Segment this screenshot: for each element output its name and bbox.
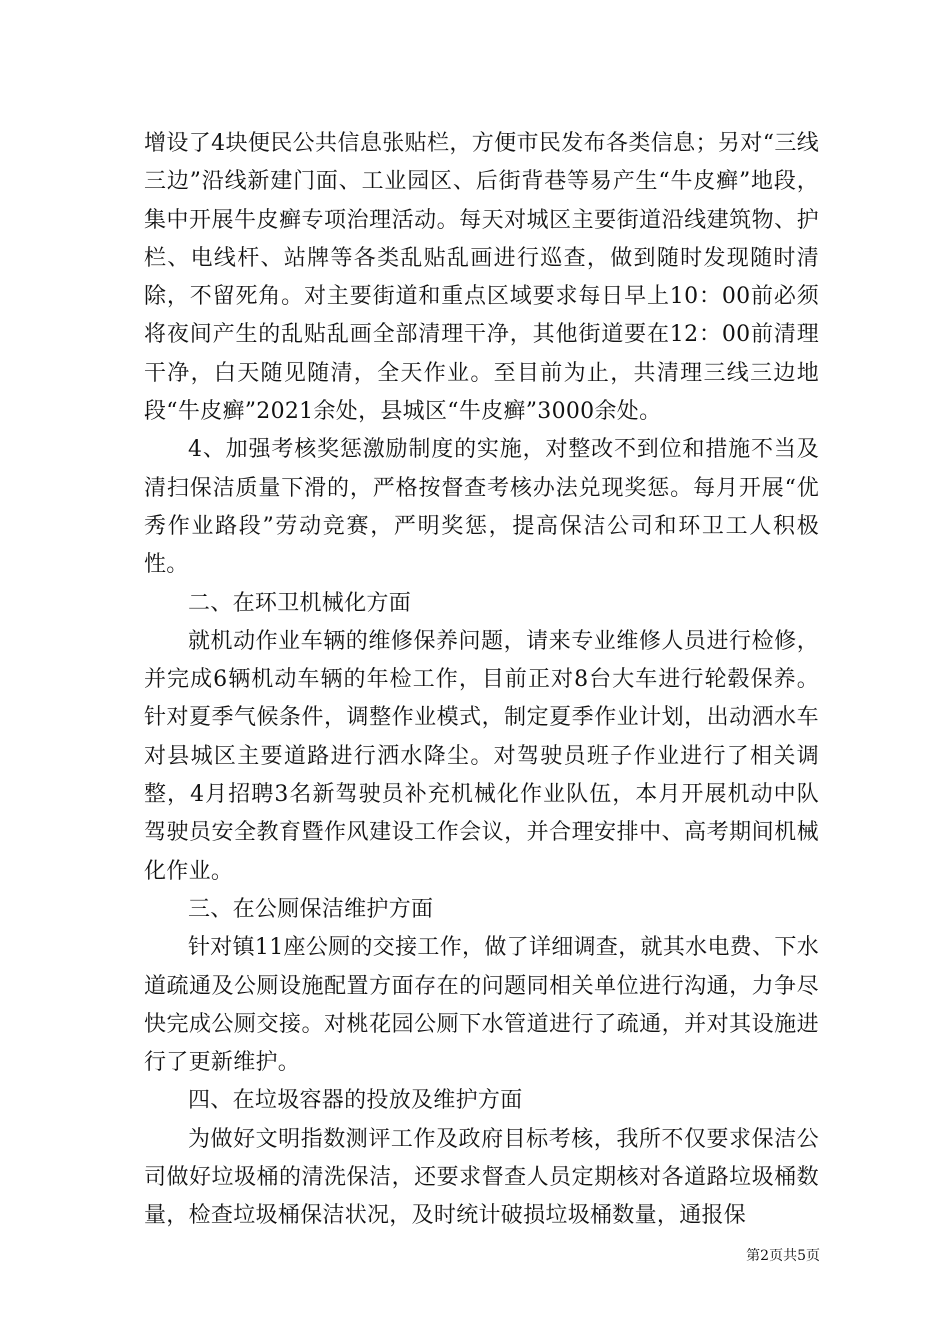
paragraph-sanitation-posters: 增设了4块便民公共信息张贴栏，方便市民发布各类信息；另对“三线三边”沿线新建门面、工业园区、后街背巷等易产生“牛皮癣”地段，集中开展牛皮癣专项治理活动。每天对城区主要街道沿线建筑物、护栏、电线杆、站牌等各类乱贴乱画进行巡查，做到随时发现随时清除，不留死角。对主要街道和重点区域要求每日早上10：00前必须将夜间产生的乱贴乱画全部清理干净，其他街道要在12：00前清理干净，白天随见随清，全天作业。至目前为止，共清理三线三边地段“牛皮癣”2021余处，县城区“牛皮癣”3000余处。 <box>144 131 819 425</box>
paragraph-waste-bins: 为做好文明指数测评工作及政府目标考核，我所不仅要求保洁公司做好垃圾桶的清洗保洁，还要求督查人员定期核对各道路垃圾桶数量，检查垃圾桶保洁状况，及时统计破损垃圾桶数量，通报保 <box>144 1126 819 1229</box>
section-heading-mechanization: 二、在环卫机械化方面 <box>188 590 412 616</box>
section-heading-public-toilets: 三、在公厕保洁维护方面 <box>188 896 434 922</box>
section-heading-waste-containers: 四、在垃圾容器的投放及维护方面 <box>188 1088 523 1114</box>
page-number: 第2页共5页 <box>746 1248 820 1264</box>
paragraph-vehicle-maintenance: 就机动作业车辆的维修保养问题，请来专业维修人员进行检修，并完成6辆机动车辆的年检工作，目前正对8台大车进行轮毂保养。针对夏季气候条件，调整作业模式，制定夏季作业计划，出动洒水车对县城区主要道路进行洒水降尘。对驾驶员班子作业进行了相关调整，4月招聘3名新驾驶员补充机械化作业队伍，本月开展机动中队驾驶员安全教育暨作风建设工作会议，并合理安排中、高考期间机械化作业。 <box>144 628 819 884</box>
paragraph-toilet-handover: 针对镇11座公厕的交接工作，做了详细调查，就其水电费、下水道疏通及公厕设施配置方面存在的问题同相关单位进行沟通，力争尽快完成公厕交接。对桃花园公厕下水管道进行了疏通，并对其设施进行了更新维护。 <box>144 935 819 1076</box>
document-body <box>144 125 819 1236</box>
paragraph-assessment-incentives: 4、加强考核奖惩激励制度的实施，对整改不到位和措施不当及清扫保洁质量下滑的，严格按督查考核办法兑现奖惩。每月开展“优秀作业路段”劳动竞赛，严明奖惩，提高保洁公司和环卫工人积极性。 <box>144 437 819 578</box>
